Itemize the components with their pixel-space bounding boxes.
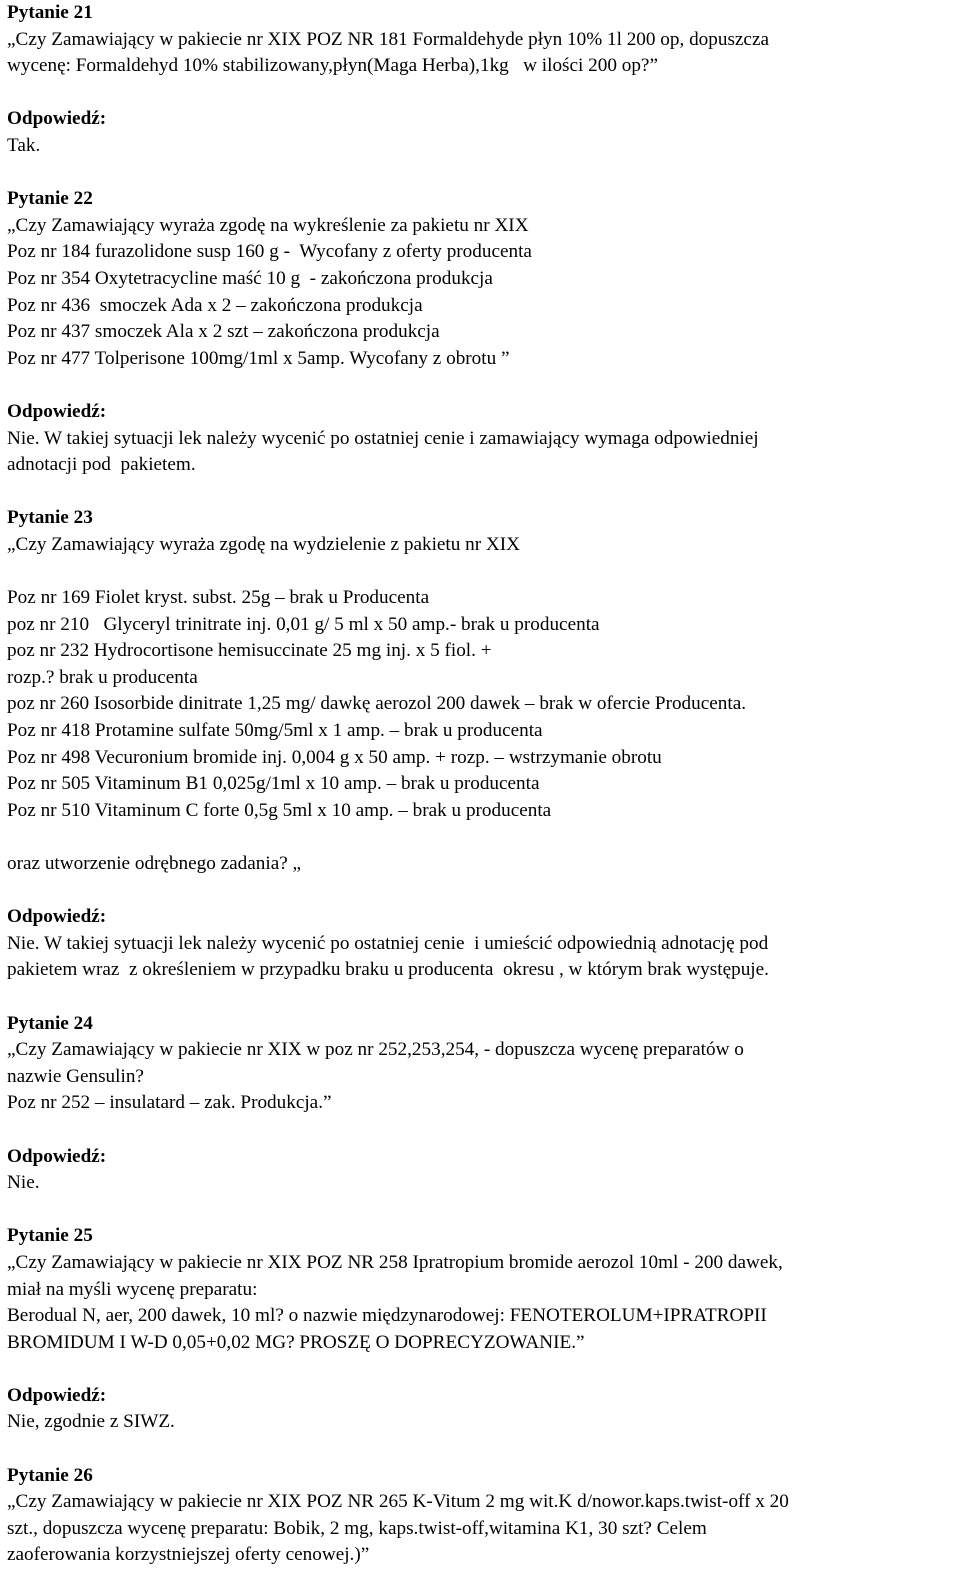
answer-label: Odpowiedź: [7, 400, 107, 422]
position-item: rozp.? brak u producenta [7, 666, 198, 688]
question-text-line: Poz nr 354 Oxytetracycline maść 10 g - zakończona produkcja [7, 267, 493, 289]
answer-label: Odpowiedź: [7, 108, 107, 130]
question-text-line: BROMIDUM I W-D 0,05+0,02 MG? PROSZĘ O DOPRECYZOWANIE.” [7, 1331, 585, 1353]
answer-text-line: adnotacji pod pakietem. [7, 454, 196, 476]
question-21 [7, 0, 953, 186]
question-text-line: nazwie Gensulin? [7, 1065, 144, 1087]
question-26 [7, 1463, 953, 1569]
question-text-line: Poz nr 184 furazolidone susp 160 g - Wycofany z oferty producenta [7, 241, 532, 263]
question-text-line: Berodual N, aer, 200 dawek, 10 ml? o nazwie międzynarodowej: FENOTEROLUM+IPRATROPII [7, 1305, 767, 1327]
question-text-line: Poz nr 252 – insulatard – zak. Produkcja.” [7, 1092, 332, 1114]
position-item: poz nr 210 Glyceryl trinitrate inj. 0,01 g/ 5 ml x 50 amp.- brak u producenta [7, 613, 600, 635]
question-text-line: miał na myśli wycenę preparatu: [7, 1278, 258, 1300]
answer-label: Odpowiedź: [7, 1145, 107, 1167]
question-title: Pytanie 21 [7, 2, 93, 23]
question-title: Pytanie 24 [7, 1012, 93, 1034]
question-text-line: zaoferowania korzystniejszej oferty cenowej.)” [7, 1544, 370, 1566]
question-text-line: wycenę: Formaldehyd 10% stabilizowany,płyn(Maga Herba),1kg w ilości 200 op?” [7, 55, 658, 77]
question-text-line: Poz nr 436 smoczek Ada x 2 – zakończona produkcja [7, 294, 423, 316]
position-item: Poz nr 498 Vecuronium bromide inj. 0,004 g x 50 amp. + rozp. – wstrzymanie obrotu [7, 746, 662, 768]
question-25 [7, 1223, 953, 1462]
question-text-line: „Czy Zamawiający wyraża zgodę na wydzielenie z pakietu nr XIX [7, 533, 521, 555]
question-text-line: Poz nr 437 smoczek Ala x 2 szt – zakończona produkcja [7, 321, 440, 343]
question-text-line: „Czy Zamawiający wyraża zgodę na wykreślenie za pakietu nr XIX [7, 214, 529, 236]
position-item: Poz nr 169 Fiolet kryst. subst. 25g – brak u Producenta [7, 587, 430, 609]
question-title: Pytanie 25 [7, 1225, 93, 1247]
position-item: poz nr 232 Hydrocortisone hemisuccinate 25 mg inj. x 5 fiol. + [7, 640, 492, 662]
answer-label: Odpowiedź: [7, 1384, 107, 1406]
question-title: Pytanie 26 [7, 1464, 93, 1486]
question-text-line: „Czy Zamawiający w pakiecie nr XIX w poz nr 252,253,254, - dopuszcza wycenę preparatów o [7, 1039, 744, 1061]
question-text-line: „Czy Zamawiający w pakiecie nr XIX POZ NR 258 Ipratropium bromide aerozol 10ml - 200 dawek, [7, 1251, 783, 1273]
answer-text-line: Tak. [7, 134, 41, 156]
answer-text-line: Nie. W takiej sytuacji lek należy wycenić po ostatniej cenie i umieścić odpowiednią adnotację pod [7, 932, 769, 954]
question-closing-text: oraz utworzenie odrębnego zadania? „ [7, 853, 302, 874]
answer-text-line: Nie. [7, 1172, 40, 1194]
question-text-line: „Czy Zamawiający w pakiecie nr XIX POZ NR 181 Formaldehyde płyn 10% 1l 200 op, dopuszcza [7, 28, 769, 50]
answer-text-line: pakietem wraz z określeniem w przypadku braku u producenta okresu , w którym brak występuje. [7, 959, 769, 981]
question-title: Pytanie 23 [7, 507, 93, 529]
document-body [7, 0, 953, 1569]
answer-label: Odpowiedź: [7, 906, 107, 928]
answer-text-line: Nie, zgodnie z SIWZ. [7, 1411, 175, 1433]
question-text-line: Poz nr 477 Tolperisone 100mg/1ml x 5amp. Wycofany z obrotu ” [7, 347, 510, 369]
position-item: Poz nr 510 Vitaminum C forte 0,5g 5ml x 10 amp. – brak u producenta [7, 799, 552, 821]
question-24 [7, 1011, 953, 1224]
question-text-line: „Czy Zamawiający w pakiecie nr XIX POZ NR 265 K-Vitum 2 mg wit.K d/nowor.kaps.twist-off x 20 [7, 1491, 789, 1513]
question-22 [7, 186, 953, 505]
question-title: Pytanie 22 [7, 188, 93, 210]
position-item: Poz nr 418 Protamine sulfate 50mg/5ml x 1 amp. – brak u producenta [7, 720, 543, 742]
question-23 [7, 505, 953, 1010]
answer-text-line: Nie. W takiej sytuacji lek należy wycenić po ostatniej cenie i zamawiający wymaga odpowiedniej [7, 427, 759, 449]
position-item: Poz nr 505 Vitaminum B1 0,025g/1ml x 10 amp. – brak u producenta [7, 773, 540, 795]
question-text-line: szt., dopuszcza wycenę preparatu: Bobik, 2 mg, kaps.twist-off,witamina K1, 30 szt? Celem [7, 1517, 707, 1539]
position-item: poz nr 260 Isosorbide dinitrate 1,25 mg/ dawkę aerozol 200 dawek – brak w ofercie Producenta. [7, 693, 747, 715]
